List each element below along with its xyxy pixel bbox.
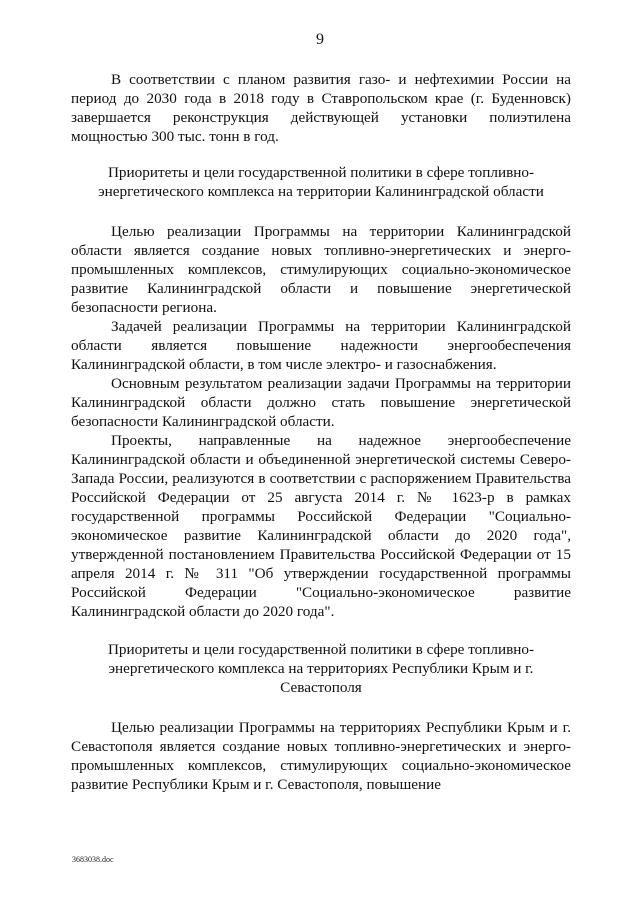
paragraph-petrochemistry: В соответствии с планом развития газо- и нефтехимии России на период до 2030 года в 2018 году в Ставропольском крае (г. Буденновск) завершается реконструкция действующей установки полиэтилена мощностью 300 тыс. тонн в год. [71,71,571,145]
section-heading-kaliningrad: Приоритеты и цели государственной политики в сфере топливно-энергетического комплекса на территории Калининградской области [98,164,544,200]
paragraph-crimea-goal: Целью реализации Программы на территориях Республики Крым и г. Севастополя является создание новых топливно-энергетических и энерго-промышленных комплексов, стимулирующих социально-экономическое развитие Республики Крым и г. Севастополя, повышение [71,719,571,793]
paragraph-kaliningrad-result: Основным результатом реализации задачи Программы на территории Калининградской области должно стать повышение энергетической безопасности Калининградской области. [71,375,571,430]
page-number: 9 [316,31,324,48]
paragraph-kaliningrad-task: Задачей реализации Программы на территории Калининградской области является повышение надежности энергообеспечения Калининградской области, в том числе электро- и газоснабжения. [71,318,571,373]
document-body [71,70,571,794]
paragraph-kaliningrad-goal: Целью реализации Программы на территории Калининградской области является создание новых топливно-энергетических и энерго-промышленных комплексов, стимулирующих социально-экономическое развитие Калининградской области и повышение энергетической безопасности региона. [71,223,571,316]
section-heading-crimea: Приоритеты и цели государственной политики в сфере топливно-энергетического комплекса на территориях Республики Крым и г. Севастополя [107,641,535,696]
document-code: 3683038.doc [72,855,114,864]
paragraph-kaliningrad-projects: Проекты, направленные на надежное энергообеспечение Калининградской области и объединенной энергетической системы Северо-Запада России, реализуются в соответствии с распоряжением Правительства Российской Федерации от 25 августа 2014 г. № 1623-р в рамках государственной программы Российской Федерации "Социально-экономическое развитие Калининградской области до 2020 года", утвержденной постановлением Правительства Российской Федерации от 15 апреля 2014 г. № 311 "Об утверждении государственной программы Российской Федерации "Социально-экономическое развитие Калининградской области до 2020 года". [71,432,571,620]
